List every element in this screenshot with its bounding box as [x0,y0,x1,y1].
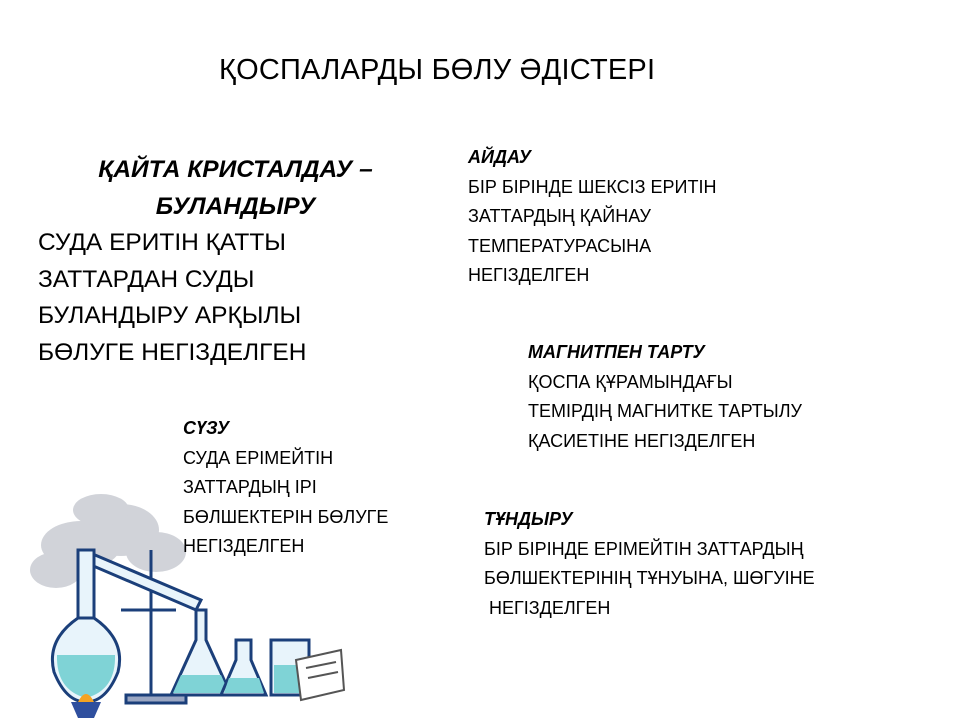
crystallization-block [38,152,433,371]
filtration-line: НЕГІЗДЕЛГЕН [183,536,305,556]
distillation-line: НЕГІЗДЕЛГЕН [468,265,590,285]
distillation-heading: АЙДАУ [468,147,531,167]
filtration-block [183,414,388,562]
filtration-line: ЗАТТАРДЫҢ ІРІ [183,477,317,497]
sedimentation-line: БӨЛШЕКТЕРІНІҢ ТҰНУЫНА, ШӨГУІНЕ [484,568,815,588]
sedimentation-block [484,505,815,623]
magnetic-line: ТЕМІРДІҢ МАГНИТКЕ ТАРТЫЛУ [528,401,802,421]
distillation-line: ТЕМПЕРАТУРАСЫНА [468,235,652,256]
sedimentation-line: НЕГІЗДЕЛГЕН [489,597,611,618]
small-flask [221,640,266,695]
sedimentation-heading: ТҰНДЫРУ [484,509,573,529]
distillation-line: БІР БІРІНДЕ ШЕКСІЗ ЕРИТІН [468,176,717,197]
distillation-line: ЗАТТАРДЫҢ ҚАЙНАУ [468,206,651,226]
filtration-line: БӨЛШЕКТЕРІН БӨЛУГЕ [183,506,389,527]
distillation-block [468,143,716,291]
filtration-line: СУДА ЕРІМЕЙТІН [183,447,334,468]
crystallization-line: СУДА ЕРИТІН ҚАТТЫ [38,229,286,256]
paper-stack [296,650,344,700]
crystallization-heading-line1: ҚАЙТА КРИСТАЛДАУ – [98,156,373,183]
crystallization-line: БУЛАНДЫРУ АРҚЫЛЫ [38,302,302,329]
crystallization-line: ЗАТТАРДАН СУДЫ [38,265,255,293]
conical-flask [171,610,231,695]
magnetic-block [528,338,802,456]
page-title: ҚОСПАЛАРДЫ БӨЛУ ӘДІСТЕРІ [219,54,656,86]
magnetic-line: ҚАСИЕТІНЕ НЕГІЗДЕЛГЕН [528,430,756,451]
sedimentation-line: БІР БІРІНДЕ ЕРІМЕЙТІН ЗАТТАРДЫҢ [484,538,804,559]
crystallization-heading-line2: БУЛАНДЫРУ [155,192,316,220]
magnetic-line: ҚОСПА ҚҰРАМЫНДАҒЫ [528,371,733,392]
magnetic-heading: МАГНИТПЕН ТАРТУ [528,342,705,362]
filtration-heading: СҮЗУ [183,418,230,438]
crystallization-line: БӨЛУГЕ НЕГІЗДЕЛГЕН [38,338,307,366]
